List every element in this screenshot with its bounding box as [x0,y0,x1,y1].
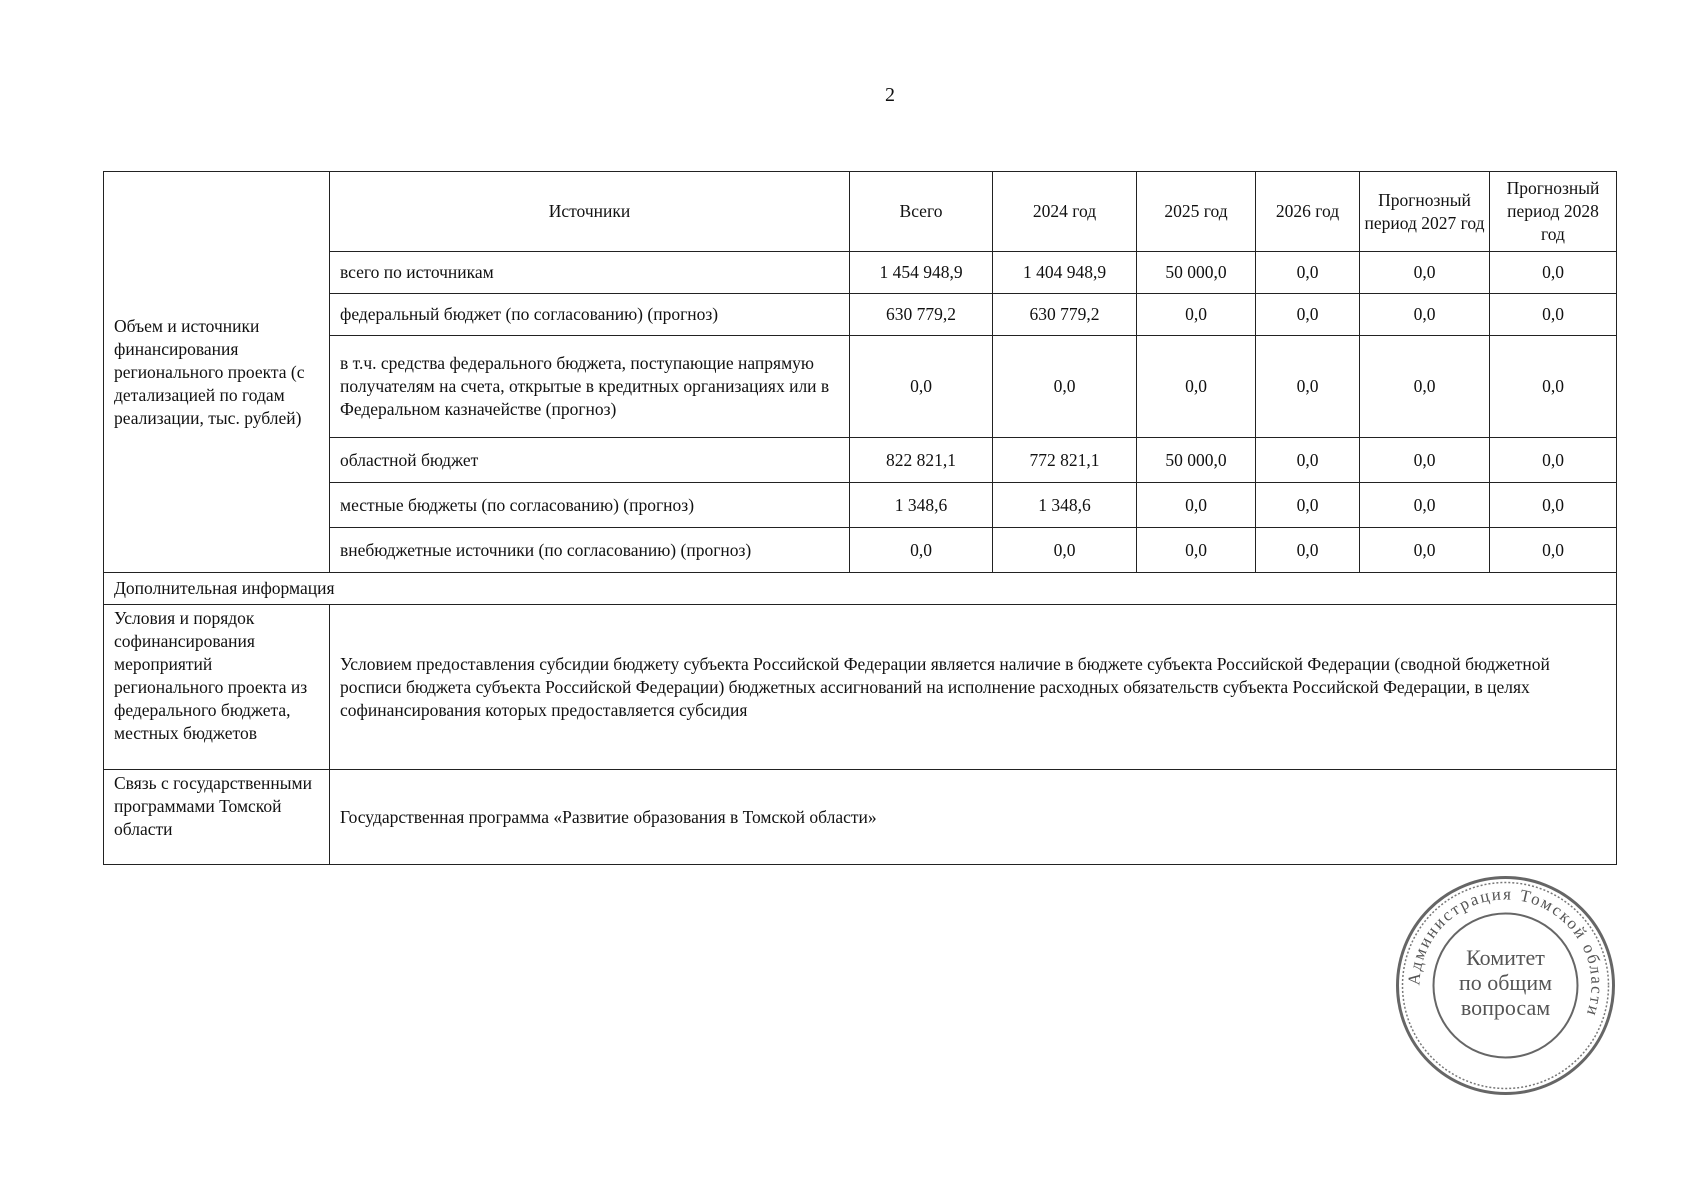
stamp-center-line: Комитет [1466,945,1545,970]
value-cell: 0,0 [850,336,993,438]
programs-row [104,770,1617,865]
table-row [104,483,1617,528]
page-number: 2 [885,84,895,106]
table-row [104,252,1617,294]
value-cell: 50 000,0 [1137,252,1256,294]
value-cell: 0,0 [1256,438,1360,483]
value-cell: 630 779,2 [993,294,1137,336]
cofinancing-text: Условием предоставления субсидии бюджету субъекта Российской Федерации является наличие в бюджете субъекта Российской Федерации (сводной бюджетной росписи бюджета субъекта Российской Федерации) бюджетных ассигнований на исполнение расходных обязательств субъекта Российской Федерации, в целях софинансирования которых предоставляется субсидия [330,605,1617,770]
value-cell: 0,0 [1137,528,1256,573]
value-cell: 0,0 [850,528,993,573]
value-cell: 1 404 948,9 [993,252,1137,294]
value-cell: 0,0 [1360,294,1490,336]
value-cell: 0,0 [1360,438,1490,483]
value-cell: 0,0 [1490,483,1617,528]
value-cell: 0,0 [1360,252,1490,294]
cofinancing-label: Условия и порядок софинансирования мероприятий регионального проекта из федерального бюджета, местных бюджетов [104,605,330,770]
value-cell: 0,0 [1490,294,1617,336]
value-cell: 0,0 [1360,483,1490,528]
stamp-ring-textpath: Администрация Томской области [1404,884,1607,1020]
source-cell: федеральный бюджет (по согласованию) (прогноз) [330,294,850,336]
value-cell: 0,0 [1360,528,1490,573]
value-cell: 0,0 [1137,483,1256,528]
value-cell: 0,0 [1137,294,1256,336]
programs-text: Государственная программа «Развитие образования в Томской области» [330,770,1617,865]
column-header: 2025 год [1137,172,1256,252]
table-row [104,528,1617,573]
source-cell: в т.ч. средства федерального бюджета, поступающие напрямую получателям на счета, открытые в кредитных организациях или в Федеральном казначействе (прогноз) [330,336,850,438]
value-cell: 0,0 [1490,438,1617,483]
source-cell: внебюджетные источники (по согласованию) (прогноз) [330,528,850,573]
value-cell: 822 821,1 [850,438,993,483]
value-cell: 50 000,0 [1137,438,1256,483]
programs-label: Связь с государственными программами Томской области [104,770,330,865]
value-cell: 0,0 [1256,483,1360,528]
additional-info-heading: Дополнительная информация [104,573,1617,605]
column-header: 2024 год [993,172,1137,252]
value-cell: 0,0 [993,336,1137,438]
official-stamp [1393,873,1618,1098]
column-header: 2026 год [1256,172,1360,252]
column-header: Всего [850,172,993,252]
stamp-center-line: по общим [1458,970,1553,995]
value-cell: 0,0 [1256,528,1360,573]
column-header: Прогнозный период 2027 год [1360,172,1490,252]
stamp-center-line: вопросам [1460,995,1551,1020]
value-cell: 0,0 [993,528,1137,573]
table-row [104,438,1617,483]
value-cell: 1 348,6 [993,483,1137,528]
table-header-row [104,172,1617,252]
value-cell: 772 821,1 [993,438,1137,483]
value-cell: 0,0 [1490,336,1617,438]
table-row [104,294,1617,336]
value-cell: 0,0 [1360,336,1490,438]
value-cell: 1 348,6 [850,483,993,528]
value-cell: 0,0 [1490,252,1617,294]
cofinancing-row [104,605,1617,770]
column-header: Прогнозный период 2028 год [1490,172,1617,252]
financing-table [103,171,1617,865]
financing-row-label: Объем и источники финансирования регионального проекта (с детализацией по годам реализации, тыс. рублей) [104,172,330,573]
value-cell: 0,0 [1256,252,1360,294]
value-cell: 0,0 [1137,336,1256,438]
value-cell: 630 779,2 [850,294,993,336]
table-row [104,336,1617,438]
value-cell: 1 454 948,9 [850,252,993,294]
value-cell: 0,0 [1256,336,1360,438]
column-header: Источники [330,172,850,252]
source-cell: всего по источникам [330,252,850,294]
source-cell: местные бюджеты (по согласованию) (прогноз) [330,483,850,528]
value-cell: 0,0 [1256,294,1360,336]
value-cell: 0,0 [1490,528,1617,573]
additional-info-row [104,573,1617,605]
source-cell: областной бюджет [330,438,850,483]
